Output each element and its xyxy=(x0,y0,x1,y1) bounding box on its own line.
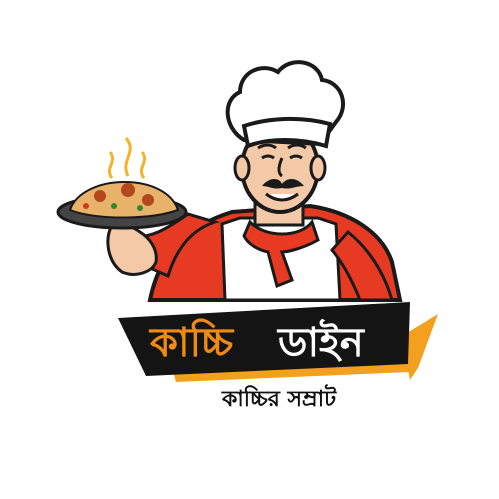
chef-figure xyxy=(108,62,400,300)
steam-icon xyxy=(109,138,144,178)
chef-hand xyxy=(108,224,156,274)
chef-ear-left xyxy=(235,156,249,180)
brand-name-part1: কাচ্চি xyxy=(150,320,234,366)
chef-ear-right xyxy=(311,156,325,180)
tagline: কাচ্চির সম্রাট xyxy=(222,387,337,412)
biryani-plate-icon xyxy=(58,182,186,228)
chef-hat-icon xyxy=(228,62,343,146)
brand-name-part2: ডাইন xyxy=(278,320,364,366)
